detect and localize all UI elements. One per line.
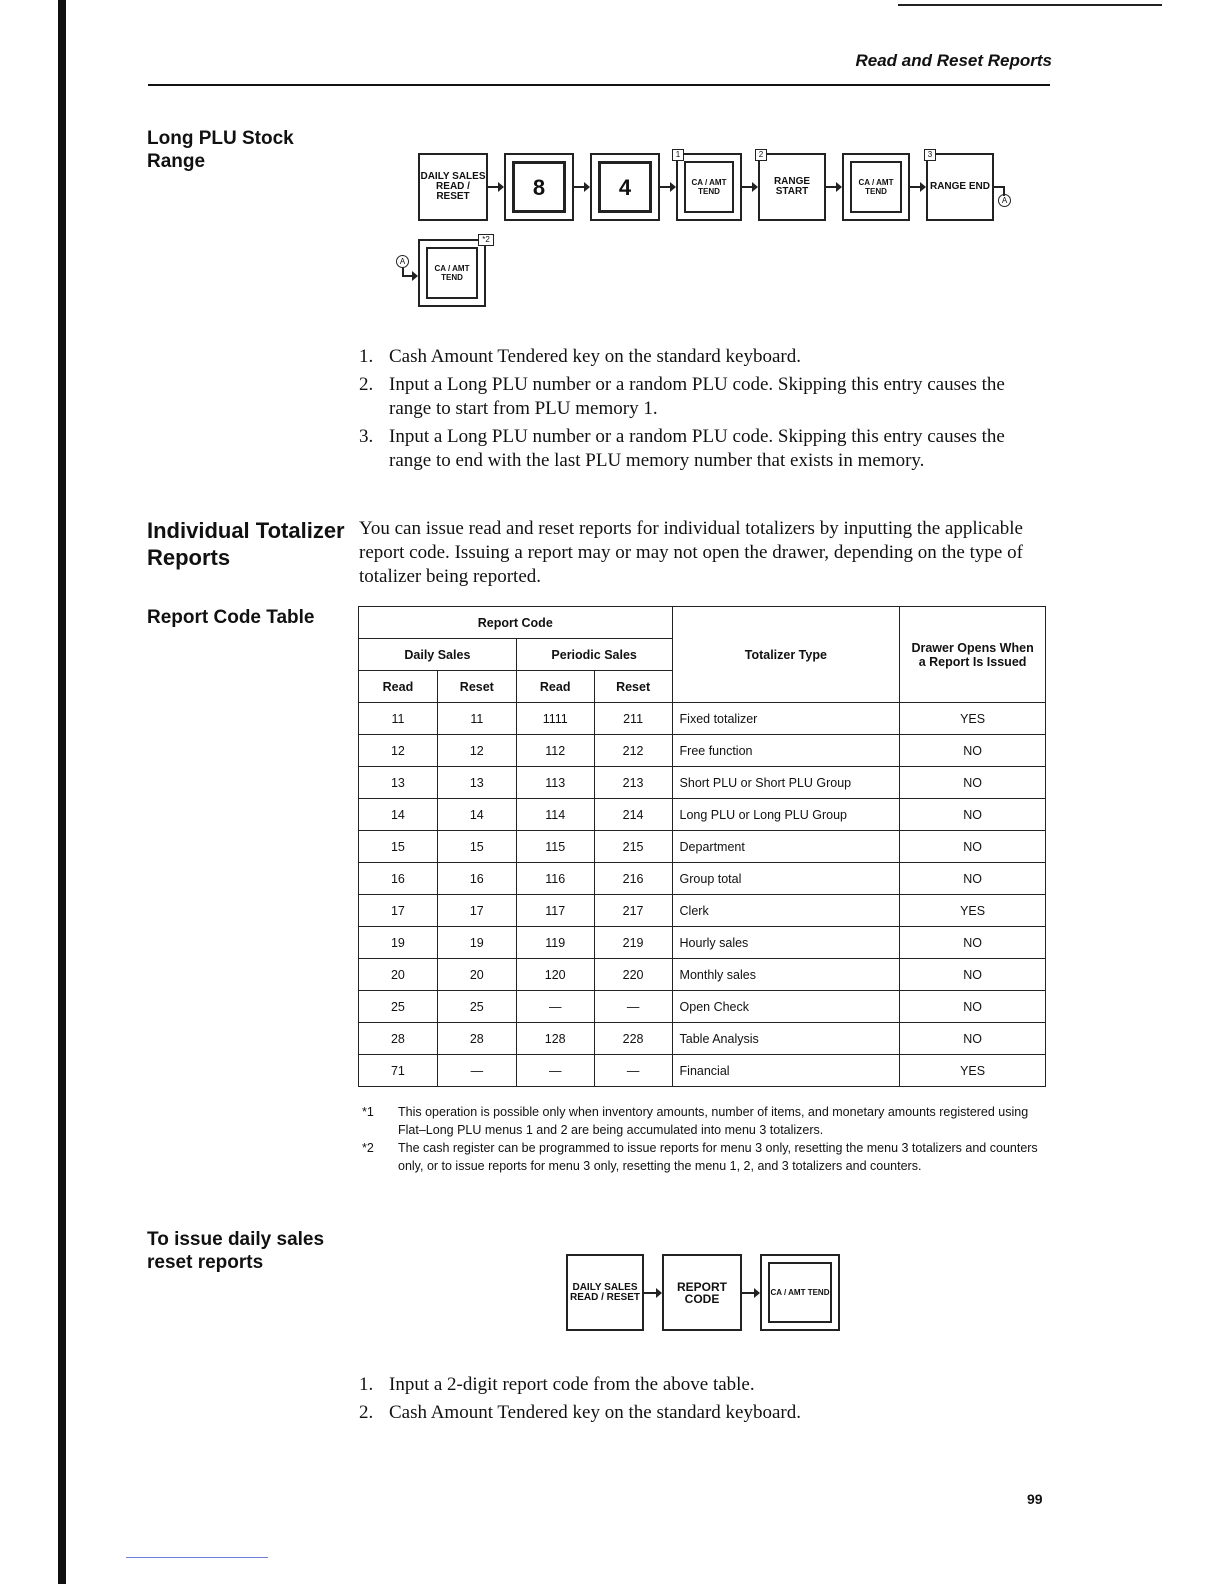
table-cell: 14 xyxy=(437,799,516,831)
arrow xyxy=(574,186,588,188)
report-code-header: Report Code xyxy=(359,607,673,639)
arrow xyxy=(488,186,502,188)
daily-read-header: Read xyxy=(359,671,438,703)
table-cell: NO xyxy=(900,863,1046,895)
report-code-key: REPORT CODE xyxy=(662,1254,742,1331)
footnote: *1 This operation is possible only when inventory amounts, number of items, and monetary amounts registered using Flat–Long PLU menus 1 and 2 are being accumulated into menu 3 totalizers. xyxy=(362,1105,1029,1137)
table-cell: 117 xyxy=(516,895,594,927)
footnote-marker-2: 2 xyxy=(755,149,767,161)
table-cell: Monthly sales xyxy=(672,959,900,991)
periodic-read-header: Read xyxy=(516,671,594,703)
table-cell: 25 xyxy=(437,991,516,1023)
table-cell: 15 xyxy=(437,831,516,863)
table-cell: — xyxy=(516,991,594,1023)
bottom-edge-line xyxy=(126,1557,268,1558)
table-cell: 28 xyxy=(437,1023,516,1055)
footnotes xyxy=(362,1103,1038,1175)
list-item: 2. Cash Amount Tendered key on the standard keyboard. xyxy=(359,1402,801,1423)
list-item: 1. Cash Amount Tendered key on the standard keyboard. xyxy=(359,346,801,367)
table-cell: 16 xyxy=(359,863,438,895)
connector-a-circle: A xyxy=(998,194,1011,207)
arrow xyxy=(910,186,924,188)
table-cell: Clerk xyxy=(672,895,900,927)
table-row xyxy=(359,799,1046,831)
table-row xyxy=(359,703,1046,735)
arrow xyxy=(742,186,756,188)
list-item: 1. Input a 2-digit report code from the above table. xyxy=(359,1374,755,1395)
table-row xyxy=(359,895,1046,927)
report-code-table xyxy=(358,606,1046,1087)
drawer-opens-header: Drawer Opens When a Report Is Issued xyxy=(900,607,1046,703)
table-cell: 215 xyxy=(594,831,672,863)
ca-amt-tend-key: CA / AMT TEND xyxy=(842,153,910,221)
table-cell: 13 xyxy=(359,767,438,799)
table-cell: 1111 xyxy=(516,703,594,735)
footnote-marker-x2: *2 xyxy=(478,234,494,246)
table-cell: — xyxy=(516,1055,594,1087)
top-edge-line xyxy=(898,4,1162,6)
table-cell: Group total xyxy=(672,863,900,895)
digit-4-key: 4 xyxy=(590,153,660,221)
table-cell: 214 xyxy=(594,799,672,831)
table-cell: 17 xyxy=(437,895,516,927)
connector-a-circle: A xyxy=(396,255,409,268)
table-cell: 228 xyxy=(594,1023,672,1055)
section-title-individual-totalizer: Individual Totalizer Reports xyxy=(147,518,345,570)
totalizer-type-header: Totalizer Type xyxy=(672,607,900,703)
table-cell: 16 xyxy=(437,863,516,895)
table-cell: 12 xyxy=(437,735,516,767)
table-cell: 120 xyxy=(516,959,594,991)
table-cell: 212 xyxy=(594,735,672,767)
table-row xyxy=(359,1023,1046,1055)
section-title-report-code-table: Report Code Table xyxy=(147,607,315,628)
arrow xyxy=(402,275,416,277)
table-cell: 213 xyxy=(594,767,672,799)
table-cell: 216 xyxy=(594,863,672,895)
arrow xyxy=(660,186,674,188)
table-cell: 128 xyxy=(516,1023,594,1055)
long-plu-steps xyxy=(359,345,1025,477)
table-cell: NO xyxy=(900,799,1046,831)
table-cell: 211 xyxy=(594,703,672,735)
table-cell: Open Check xyxy=(672,991,900,1023)
table-cell: 114 xyxy=(516,799,594,831)
table-cell: 119 xyxy=(516,927,594,959)
table-cell: Table Analysis xyxy=(672,1023,900,1055)
section-title-long-plu: Long PLU Stock Range xyxy=(147,128,294,172)
table-cell: Hourly sales xyxy=(672,927,900,959)
ca-amt-tend-key: CA / AMT TEND xyxy=(676,153,742,221)
table-cell: Long PLU or Long PLU Group xyxy=(672,799,900,831)
table-cell: NO xyxy=(900,831,1046,863)
running-header: Read and Reset Reports xyxy=(855,51,1052,70)
periodic-reset-header: Reset xyxy=(594,671,672,703)
table-cell: — xyxy=(594,991,672,1023)
table-cell: 12 xyxy=(359,735,438,767)
table-cell: 25 xyxy=(359,991,438,1023)
table-cell: NO xyxy=(900,991,1046,1023)
table-cell: Department xyxy=(672,831,900,863)
table-row xyxy=(359,831,1046,863)
table-cell: 116 xyxy=(516,863,594,895)
table-cell: YES xyxy=(900,1055,1046,1087)
table-cell: NO xyxy=(900,959,1046,991)
table-row xyxy=(359,991,1046,1023)
table-cell: Short PLU or Short PLU Group xyxy=(672,767,900,799)
page-number: 99 xyxy=(1027,1491,1043,1507)
table-cell: 113 xyxy=(516,767,594,799)
table-cell: Fixed totalizer xyxy=(672,703,900,735)
table-row xyxy=(359,959,1046,991)
table-cell: NO xyxy=(900,1023,1046,1055)
table-cell: 20 xyxy=(359,959,438,991)
table-cell: 15 xyxy=(359,831,438,863)
digit-8-key: 8 xyxy=(504,153,574,221)
daily-sales-key: DAILY SALES READ / RESET xyxy=(566,1254,644,1331)
list-item: 3. Input a Long PLU number or a random PLU code. Skipping this entry causes the range to end with the last PLU memory number that exists in memory. xyxy=(359,426,1005,471)
table-row xyxy=(359,927,1046,959)
table-row xyxy=(359,735,1046,767)
table-cell: YES xyxy=(900,895,1046,927)
table-row xyxy=(359,767,1046,799)
daily-reset-steps xyxy=(359,1373,1025,1429)
table-cell: 20 xyxy=(437,959,516,991)
footnote-marker-1: 1 xyxy=(672,149,684,161)
arrow xyxy=(742,1292,758,1294)
table-cell: NO xyxy=(900,767,1046,799)
table-row xyxy=(359,863,1046,895)
arrow xyxy=(644,1292,660,1294)
table-cell: Financial xyxy=(672,1055,900,1087)
table-cell: 11 xyxy=(359,703,438,735)
table-cell: 13 xyxy=(437,767,516,799)
daily-sales-key: DAILY SALES READ / RESET xyxy=(418,153,488,221)
table-row xyxy=(359,1055,1046,1087)
daily-reset-header: Reset xyxy=(437,671,516,703)
ca-amt-tend-key: CA / AMT TEND xyxy=(760,1254,840,1331)
table-cell: 19 xyxy=(437,927,516,959)
table-cell: 220 xyxy=(594,959,672,991)
section-title-daily-reset: To issue daily sales reset reports xyxy=(147,1229,325,1273)
individual-totalizer-paragraph: You can issue read and reset reports for individual totalizers by inputting the applicable report code. Issuing a report may or may not open the drawer, depending on the type of totalizer being reported. xyxy=(359,518,1023,587)
table-cell: 71 xyxy=(359,1055,438,1087)
table-cell: 19 xyxy=(359,927,438,959)
range-end-key: RANGE END xyxy=(926,153,994,221)
table-cell: 17 xyxy=(359,895,438,927)
table-cell: 11 xyxy=(437,703,516,735)
ca-amt-tend-key: CA / AMT TEND xyxy=(418,239,486,307)
table-cell: YES xyxy=(900,703,1046,735)
table-cell: 217 xyxy=(594,895,672,927)
table-cell: 112 xyxy=(516,735,594,767)
range-start-key: RANGE START xyxy=(758,153,826,221)
daily-sales-header: Daily Sales xyxy=(359,639,517,671)
table-cell: 28 xyxy=(359,1023,438,1055)
table-cell: NO xyxy=(900,927,1046,959)
table-cell: Free function xyxy=(672,735,900,767)
binding-edge xyxy=(58,0,66,1584)
list-item: 2. Input a Long PLU number or a random PLU code. Skipping this entry causes the range to start from PLU memory 1. xyxy=(359,374,1005,419)
table-cell: 219 xyxy=(594,927,672,959)
periodic-sales-header: Periodic Sales xyxy=(516,639,672,671)
footnote-marker-3: 3 xyxy=(924,149,936,161)
table-cell: 115 xyxy=(516,831,594,863)
table-cell: NO xyxy=(900,735,1046,767)
header-rule xyxy=(148,84,1050,86)
footnote: *2 The cash register can be programmed to issue reports for menu 3 only, resetting the menu 3 totalizers and counters only, or to issue reports for menu 3 only, resetting the menu 1, 2, and 3 totalizers and counters. xyxy=(362,1141,1038,1173)
table-cell: — xyxy=(594,1055,672,1087)
table-cell: — xyxy=(437,1055,516,1087)
arrow xyxy=(826,186,840,188)
table-cell: 14 xyxy=(359,799,438,831)
